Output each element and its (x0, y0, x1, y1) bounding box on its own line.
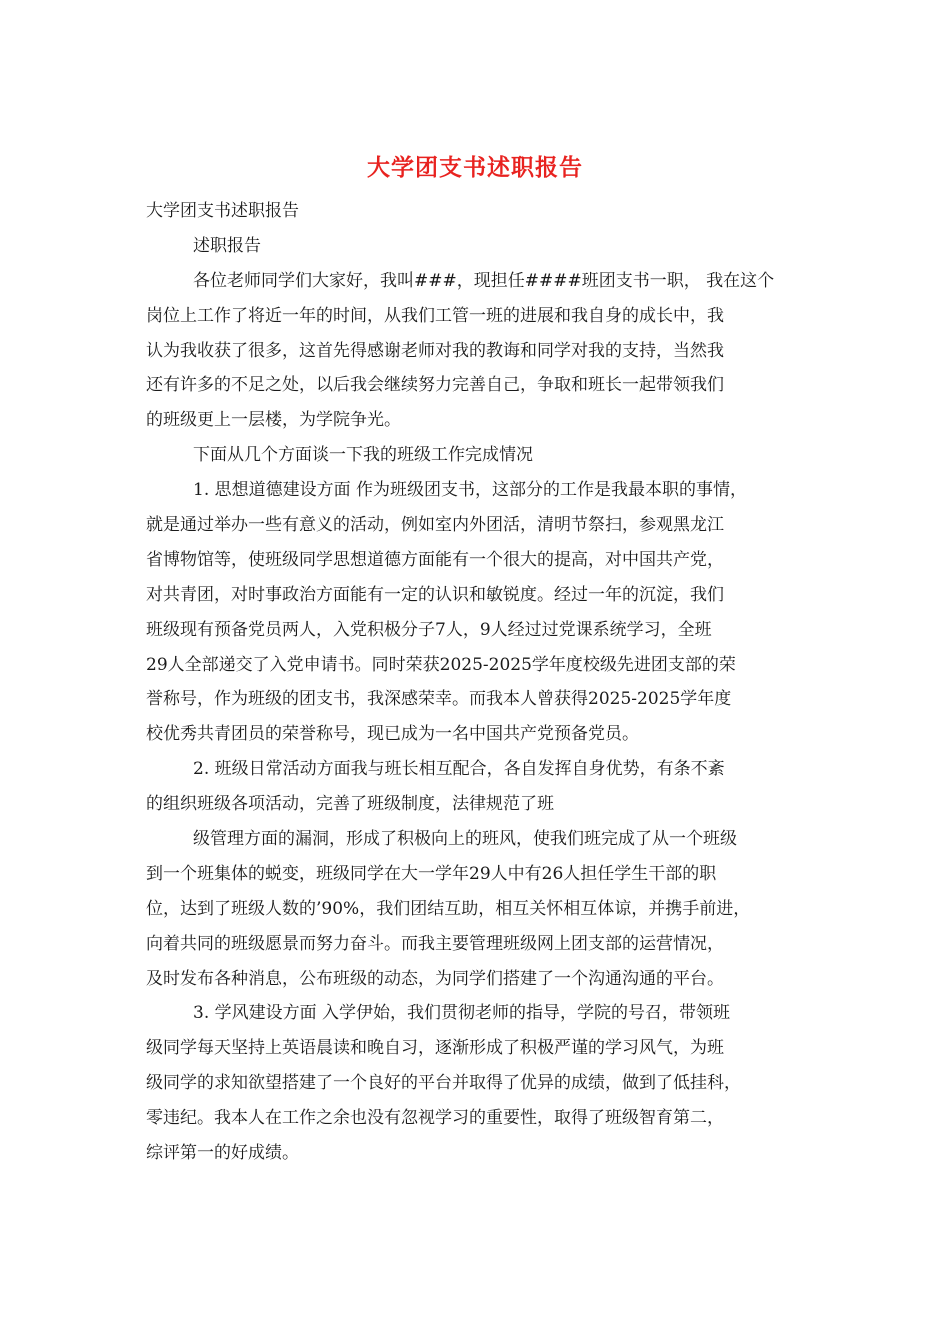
body-line: 及时发布各种消息，公布班级的动态，为同学们搭建了一个沟通沟通的平台。 (146, 968, 724, 989)
body-line: 大学团支书述职报告 (146, 201, 299, 221)
body-line: 班级现有预备党员两人，入党积极分子7人，9人经过过党课系统学习，全班 (146, 619, 712, 640)
body-line: 誉称号，作为班级的团支书，我深感荣幸。而我本人曾获得2025-2025学年度 (146, 689, 732, 710)
body-line: 位，达到了班级人数的’90%，我们团结互助，相互关怀相互体谅，并携手前进， (146, 898, 751, 919)
body-line: 级同学每天坚持上英语晨读和晚自习，逐渐形成了积极严谨的学习风气，为班 (146, 1038, 724, 1059)
body-line: 向着共同的班级愿景而努力奋斗。而我主要管理班级网上团支部的运营情况， (146, 933, 724, 954)
body-line: 各位老师同学们大家好，我叫###，现担任####班团支书一职， 我在这个 (193, 270, 775, 291)
body-line: 综评第一的好成绩。 (146, 1143, 299, 1164)
body-line: 岗位上工作了将近一年的时间，从我们工管一班的进展和我自身的成长中，我 (146, 305, 724, 326)
body-line: 的组织班级各项活动，完善了班级制度，法律规范了班 (146, 794, 554, 815)
body-line: 1. 思想道德建设方面 作为班级团支书，这部分的工作是我最本职的事情， (193, 480, 748, 501)
body-line: 2. 班级日常活动方面我与班长相互配合，各自发挥自身优势，有条不紊 (193, 759, 725, 780)
body-line: 认为我收获了很多，这首先得感谢老师对我的教诲和同学对我的支持，当然我 (146, 340, 724, 361)
body-line: 下面从几个方面谈一下我的班级工作完成情况 (193, 445, 533, 466)
body-line: 还有许多的不足之处，以后我会继续努力完善自己，争取和班长一起带领我们 (146, 375, 724, 396)
body-line: 校优秀共青团员的荣誉称号，现已成为一名中国共产党预备党员。 (146, 724, 639, 745)
body-line: 29人全部递交了入党申请书。同时荣获2025-2025学年度校级先进团支部的荣 (146, 654, 736, 675)
body-line: 省博物馆等，使班级同学思想道德方面能有一个很大的提高，对中国共产党， (146, 549, 724, 570)
body-line: 的班级更上一层楼，为学院争光。 (146, 410, 401, 431)
body-line: 对共青团，对时事政治方面能有一定的认识和敏锐度。经过一年的沉淀，我们 (146, 584, 724, 605)
document-title: 大学团支书述职报告 (367, 154, 583, 181)
document-body (146, 194, 826, 1171)
body-line: 级管理方面的漏洞，形成了积极向上的班风，使我们班完成了从一个班级 (193, 829, 737, 850)
body-line: 述职报告 (193, 235, 261, 256)
body-line: 3. 学风建设方面 入学伊始，我们贯彻老师的指导，学院的号召，带领班 (193, 1003, 731, 1024)
body-line: 就是通过举办一些有意义的活动，例如室内外团活，清明节祭扫，参观黑龙江 (146, 515, 724, 536)
body-line: 零违纪。我本人在工作之余也没有忽视学习的重要性，取得了班级智育第二， (146, 1108, 724, 1129)
body-line: 级同学的求知欲望搭建了一个良好的平台并取得了优异的成绩，做到了低挂科， (146, 1073, 741, 1094)
body-line: 到一个班集体的蜕变，班级同学在大一学年29人中有26人担任学生干部的职 (146, 863, 717, 884)
